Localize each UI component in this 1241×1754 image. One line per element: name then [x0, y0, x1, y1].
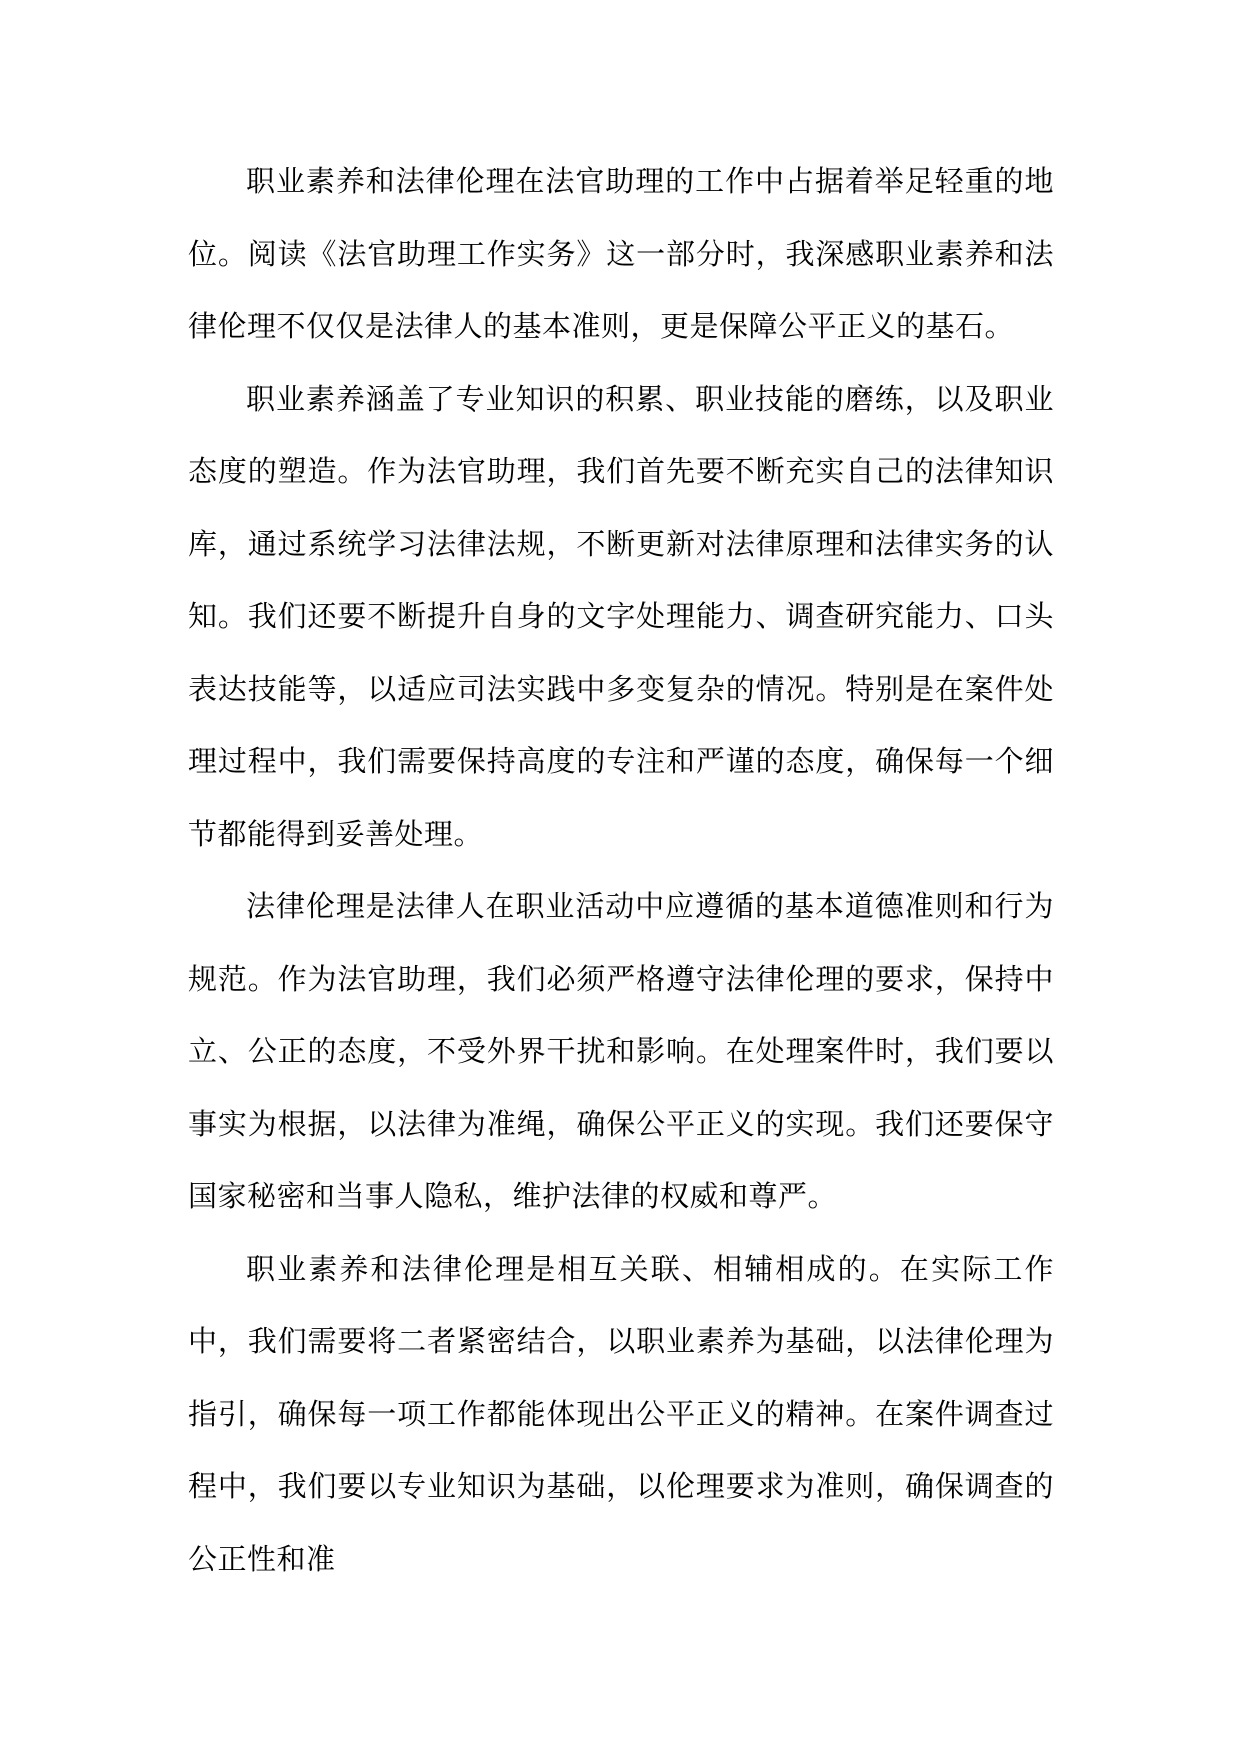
paragraph-3: 法律伦理是法律人在职业活动中应遵循的基本道德准则和行为规范。作为法官助理，我们必须严格遵守法律伦理的要求，保持中立、公正的态度，不受外界干扰和影响。在处理案件时，我们要以事实为根据，以法律为准绳，确保公平正义的实现。我们还要保守国家秘密和当事人隐私，维护法律的权威和尊严。 [188, 889, 1054, 1213]
paragraph-1: 职业素养和法律伦理在法官助理的工作中占据着举足轻重的地位。阅读《法官助理工作实务》这一部分时，我深感职业素养和法律伦理不仅仅是法律人的基本准则，更是保障公平正义的基石。 [188, 164, 1054, 343]
paragraph-4: 职业素养和法律伦理是相互关联、相辅相成的。在实际工作中，我们需要将二者紧密结合，以职业素养为基础，以法律伦理为指引，确保每一项工作都能体现出公平正义的精神。在案件调查过程中，我们要以专业知识为基础，以伦理要求为准则，确保调查的公正性和准 [188, 1251, 1054, 1576]
paragraph-2: 职业素养涵盖了专业知识的积累、职业技能的磨练，以及职业态度的塑造。作为法官助理，我们首先要不断充实自己的法律知识库，通过系统学习法律法规，不断更新对法律原理和法律实务的认知。我们还要不断提升自身的文字处理能力、调查研究能力、口头表达技能等，以适应司法实践中多变复杂的情况。特别是在案件处理过程中，我们需要保持高度的专注和严谨的态度，确保每一个细节都能得到妥善处理。 [188, 381, 1054, 851]
document-body [188, 145, 1054, 1595]
